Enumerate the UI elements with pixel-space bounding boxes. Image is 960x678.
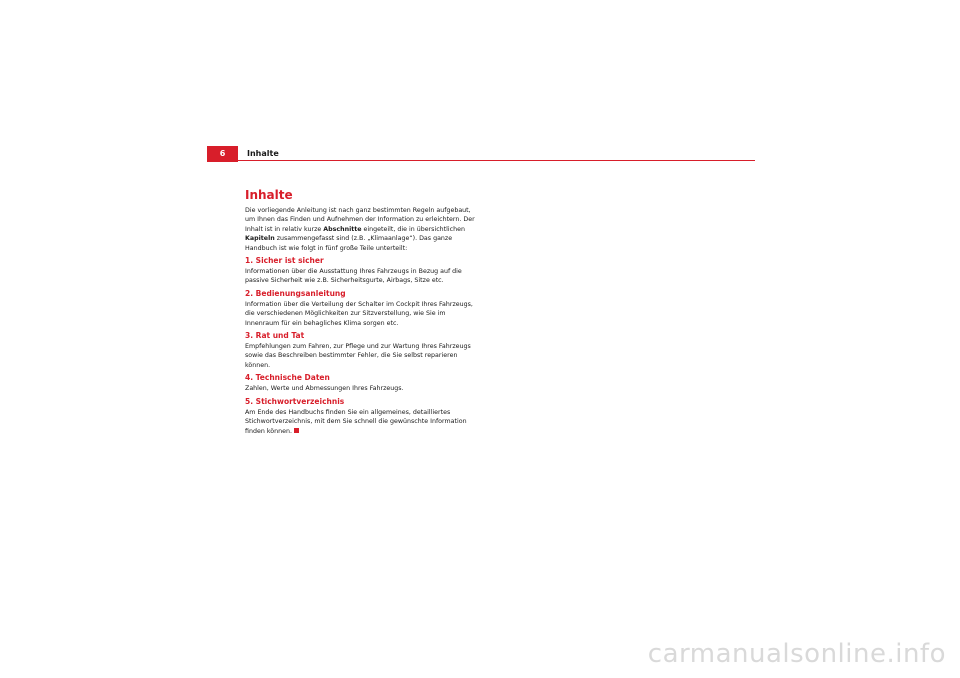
section-paragraph-stichwortverzeichnis [245,408,477,436]
intro-bold-abschnitte: Abschnitte [323,225,362,233]
watermark: carmanualsonline.info [647,639,946,669]
section-text-bedienungsanleitung: Information über die Verteilung der Schalter im Cockpit Ihres Fahrzeugs, die verschiedenen Möglichkeiten zur Sitzverstellung, wie Sie im Innenraum für ein behagliches Klima sorgen etc. [245,300,473,327]
page-number: 6 [207,146,238,162]
section-text-stichwortverzeichnis: Am Ende des Handbuchs finden Sie ein allgemeines, detailliertes Stichwortverzeichnis, mit dem Sie schnell die gewünschte Information finden können. [245,408,467,435]
intro-text-3: zusammengefasst sind (z.B. „Klimaanlage“). Das ganze Handbuch ist wie folgt in fünf große Teile unterteilt: [245,235,453,252]
content-column [245,188,477,436]
intro-paragraph [245,206,477,253]
section-heading-rat-und-tat: 3. Rat und Tat [245,331,305,341]
section-text-technische-daten: Zahlen, Werte und Abmessungen Ihres Fahrzeugs. [245,385,404,393]
header-title: Inhalte [247,149,279,158]
intro-text-2: eingeteilt, die in übersichtlichen [361,225,465,233]
header-rule [238,160,755,161]
intro-text-1: Die vorliegende Anleitung ist nach ganz bestimmten Regeln aufgebaut, um Ihnen das Finden und Aufnehmen der Information zu erleichtern. Der Inhalt ist in relativ kurze [245,207,475,233]
section-heading-stichwortverzeichnis: 5. Stichwortverzeichnis [245,396,345,406]
section-text-sicher: Informationen über die Ausstattung Ihres Fahrzeugs in Bezug auf die passive Sicherheit wie z.B. Sicherheitsgurte, Airbags, Sitze etc. [245,268,462,285]
section-text-rat-und-tat: Empfehlungen zum Fahren, zur Pflege und zur Wartung Ihres Fahrzeugs sowie das Beschreiben bestimmter Fehler, die Sie selbst reparieren können. [245,343,471,369]
page-header [207,146,755,162]
section-heading-sicher: 1. Sicher ist sicher [245,256,324,266]
section-heading-technische-daten: 4. Technische Daten [245,373,330,383]
section-heading-bedienungsanleitung: 2. Bedienungsanleitung [245,288,346,298]
end-of-section-square-icon [294,428,299,433]
page-title: Inhalte [245,188,293,202]
intro-bold-kapiteln: Kapiteln [245,235,275,243]
